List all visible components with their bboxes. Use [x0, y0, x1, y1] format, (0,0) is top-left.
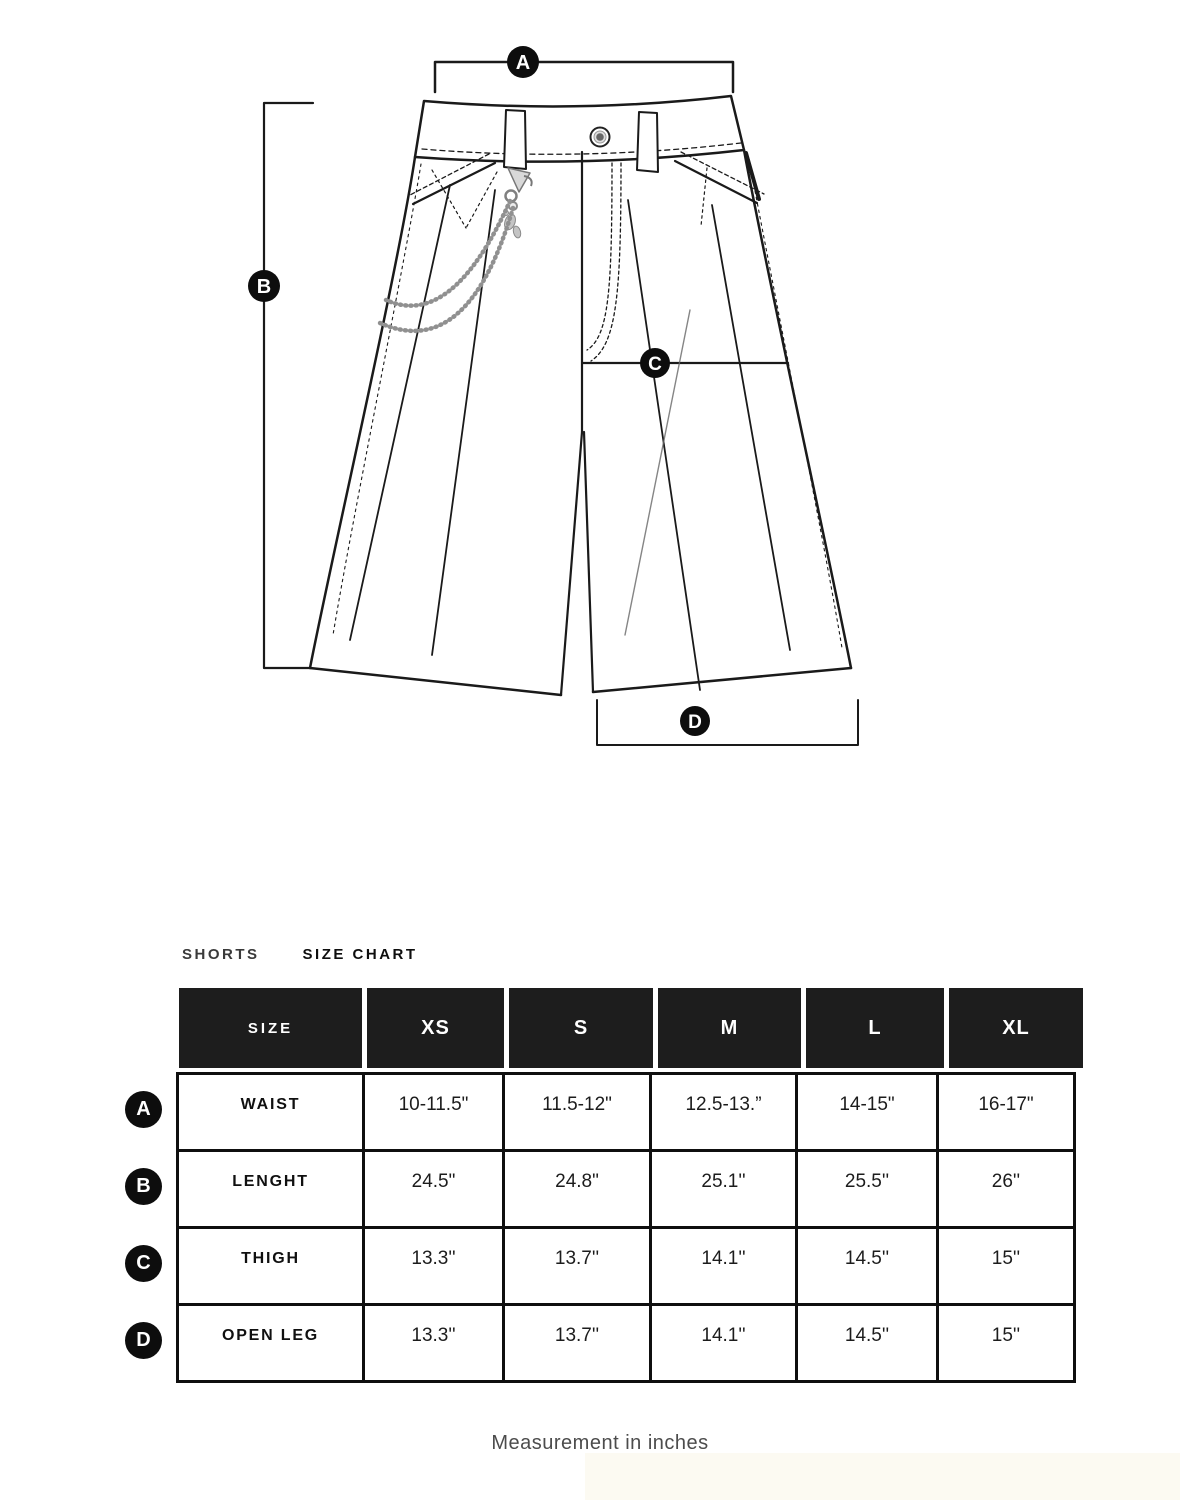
waist-s: 11.5-12" — [505, 1075, 649, 1149]
thigh-xs: 13.3'' — [365, 1229, 502, 1303]
fly-j-stitch-1 — [587, 163, 612, 350]
right-hem — [593, 668, 851, 692]
measure-bracket-b — [264, 103, 313, 668]
right-crease-1 — [628, 200, 700, 690]
table-header-row — [176, 988, 1076, 1068]
right-pocket-opening — [675, 161, 757, 203]
left-pocket-bag-stitch-2 — [466, 172, 497, 228]
waist-button — [591, 128, 610, 147]
section-label: SHORTS — [182, 946, 260, 963]
waist-m: 12.5-13.” — [652, 1075, 795, 1149]
marker-b-label: B — [256, 276, 272, 299]
waist-xs: 10-11.5" — [365, 1075, 502, 1149]
chain-strand-2-base — [380, 208, 513, 331]
openleg-xs: 13.3'' — [365, 1306, 502, 1380]
table-body — [176, 1072, 1076, 1383]
thigh-s: 13.7'' — [505, 1229, 649, 1303]
left-pocket-bag-stitch-1 — [432, 170, 466, 228]
row-openleg-label: OPEN LEG — [179, 1306, 362, 1380]
marker-d-label: D — [688, 711, 702, 733]
row-waist-label: WAIST — [179, 1075, 362, 1149]
lenght-m: 25.1'' — [652, 1152, 795, 1226]
section-heading — [182, 946, 418, 964]
marker-c-label: C — [648, 353, 662, 375]
row-badge-c: C — [125, 1245, 162, 1282]
right-inner-seam — [584, 432, 593, 692]
section-title: SIZE CHART — [302, 946, 418, 963]
right-crease-2 — [712, 205, 790, 650]
openleg-xl: 15'' — [939, 1306, 1073, 1380]
lenght-l: 25.5'' — [798, 1152, 936, 1226]
measure-bracket-a — [435, 62, 733, 92]
belt-loop-left — [504, 110, 526, 169]
header-cell-m: M — [658, 988, 801, 1068]
lenght-xs: 24.5" — [365, 1152, 502, 1226]
chain-strand-2 — [380, 208, 513, 331]
background-tint — [585, 1453, 1180, 1500]
thigh-l: 14.5'' — [798, 1229, 936, 1303]
row-badge-d: D — [125, 1322, 162, 1359]
lenght-s: 24.8" — [505, 1152, 649, 1226]
openleg-l: 14.5'' — [798, 1306, 936, 1380]
row-lenght-label: LENGHT — [179, 1152, 362, 1226]
diagram-marker-c — [640, 348, 670, 378]
left-crease-2 — [432, 190, 495, 655]
belt-loop-right — [637, 112, 658, 172]
row-badge-a: A — [125, 1091, 162, 1128]
diagram-marker-a — [507, 46, 539, 78]
marker-a-label: A — [515, 52, 531, 75]
openleg-m: 14.1'' — [652, 1306, 795, 1380]
header-cell-xl: XL — [949, 988, 1083, 1068]
left-seam-stitch — [333, 164, 421, 635]
waistband — [415, 96, 744, 162]
waist-xl: 16-17" — [939, 1075, 1073, 1149]
fly-j-stitch-2 — [591, 163, 621, 361]
size-chart-table — [176, 988, 1076, 1383]
chain-accessory — [380, 168, 532, 331]
measure-bracket-d — [597, 700, 858, 745]
left-inner-seam — [561, 432, 582, 695]
header-cell-size: SIZE — [179, 988, 362, 1068]
measurement-note: Measurement in inches — [491, 1432, 709, 1454]
openleg-s: 13.7'' — [505, 1306, 649, 1380]
row-badge-b: B — [125, 1168, 162, 1205]
header-cell-s: S — [509, 988, 653, 1068]
left-hem — [310, 668, 561, 695]
header-cell-xs: XS — [367, 988, 504, 1068]
chain-clasp — [508, 168, 530, 192]
diagram-marker-b — [248, 270, 280, 302]
thigh-xl: 15'' — [939, 1229, 1073, 1303]
waist-l: 14-15" — [798, 1075, 936, 1149]
header-cell-l: L — [806, 988, 944, 1068]
thigh-m: 14.1'' — [652, 1229, 795, 1303]
lenght-xl: 26'' — [939, 1152, 1073, 1226]
row-thigh-label: THIGH — [179, 1229, 362, 1303]
diagram-marker-d — [680, 706, 710, 736]
